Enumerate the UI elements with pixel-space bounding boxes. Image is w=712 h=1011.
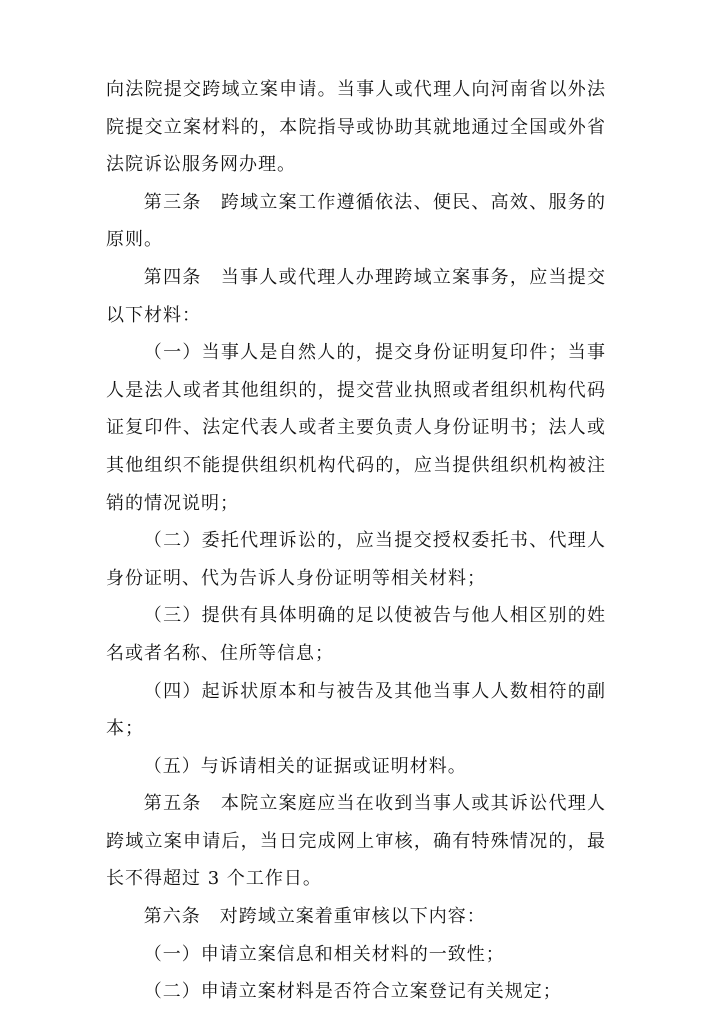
document-body [106, 71, 606, 1011]
article-5: 第五条 本院立案庭应当在收到当事人或其诉讼代理人跨域立案申请后，当日完成网上审核，确有特殊情况的，最长不得超过 3 个工作日。 [106, 793, 606, 890]
article-6: 第六条 对跨域立案着重审核以下内容： [143, 906, 486, 928]
article-4: 第四条 当事人或代理人办理跨域立案事务，应当提交以下材料： [106, 266, 606, 326]
article-4-item-4: （四）起诉状原本和与被告及其他当事人人数相符的副本； [106, 680, 606, 740]
article-3: 第三条 跨域立案工作遵循依法、便民、高效、服务的原则。 [106, 191, 606, 251]
article-6-item-1: （一）申请立案信息和相关材料的一致性； [143, 943, 505, 965]
article-4-item-3: （三）提供有具体明确的足以使被告与他人相区别的姓名或者名称、住所等信息； [106, 605, 606, 664]
paragraph-continuation: 向法院提交跨域立案申请。当事人或代理人向河南省以外法院提交立案材料的，本院指导或协助其就地通过全国或外省法院诉讼服务网办理。 [106, 79, 606, 176]
article-4-item-2: （二）委托代理诉讼的，应当提交授权委托书、代理人身份证明、代为告诉人身份证明等相关材料； [106, 530, 606, 589]
article-4-item-1: （一）当事人是自然人的，提交身份证明复印件；当事人是法人或者其他组织的，提交营业执照或者组织机构代码证复印件、法定代表人或者主要负责人身份证明书；法人或其他组织不能提供组织机构代码的，应当提供组织机构被注销的情况说明； [106, 342, 606, 514]
article-6-item-2: （二）申请立案材料是否符合立案登记有关规定； [143, 981, 562, 1003]
article-4-item-5: （五）与诉请相关的证据或证明材料。 [143, 755, 467, 777]
